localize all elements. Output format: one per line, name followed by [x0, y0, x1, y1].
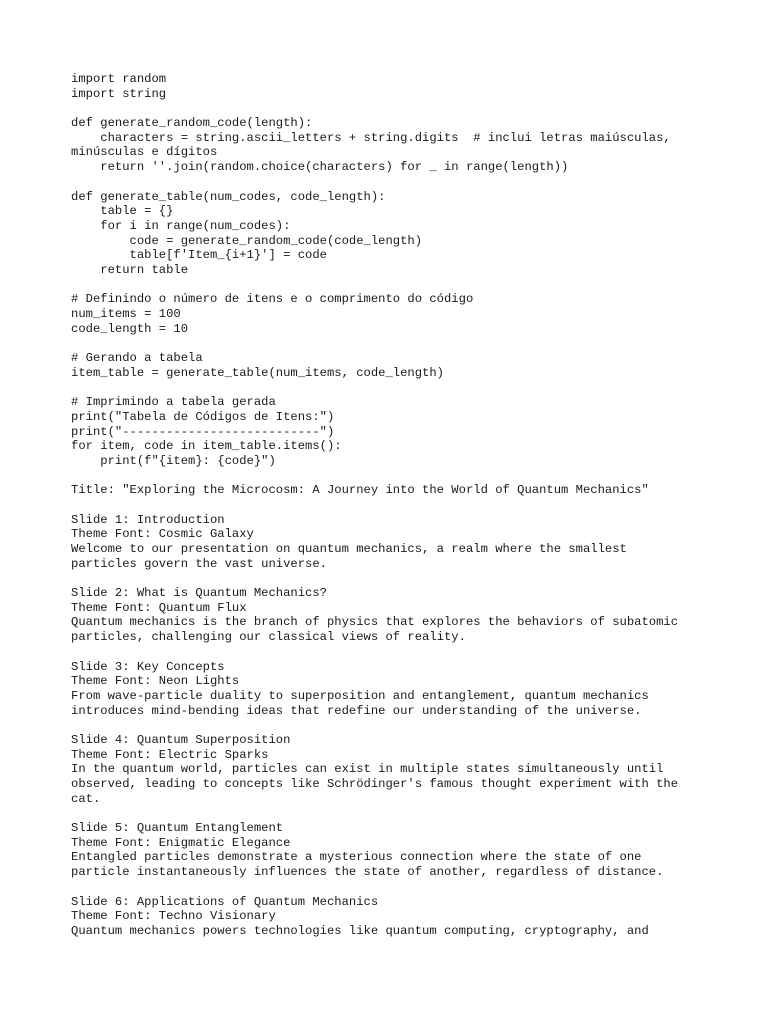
code-line: for i in range(num_codes):: [71, 218, 291, 233]
document-page: [71, 72, 711, 939]
code-function-generate-table: [71, 190, 711, 278]
code-line: # Gerando a tabela: [71, 351, 203, 366]
code-line: # Definindo o número de itens e o comprimento do código: [71, 292, 474, 307]
blank-line: [71, 718, 711, 733]
code-line: table[f'Item_{i+1}'] = code: [71, 248, 327, 263]
blank-line: [71, 469, 711, 484]
blank-line: [71, 101, 711, 116]
code-line: import string: [71, 86, 167, 101]
slide-6: [71, 895, 711, 939]
slide-body-line: particles, challenging our classical views of reality.: [71, 630, 466, 645]
slide-body-line: particles govern the vast universe.: [71, 556, 327, 571]
code-line: code = generate_random_code(code_length): [71, 233, 423, 248]
slide-body-line: In the quantum world, particles can exist in multiple states simultaneously until: [71, 762, 664, 777]
slide-theme-font: Theme Font: Techno Visionary: [71, 909, 276, 924]
code-line: code_length = 10: [71, 321, 189, 336]
code-line: print("Tabela de Códigos de Itens:"): [71, 409, 335, 424]
code-line: import random: [71, 72, 167, 86]
slide-body-line: cat.: [71, 791, 101, 806]
slide-body-line: Entangled particles demonstrate a mysterious connection where the state of one: [71, 850, 642, 865]
slide-theme-font: Theme Font: Neon Lights: [71, 674, 240, 689]
slide-heading: Slide 1: Introduction: [71, 512, 225, 527]
slide-body-line: particle instantaneously influences the state of another, regardless of distance.: [71, 865, 664, 880]
slide-body-line: Quantum mechanics is the branch of physics that explores the behaviors of subatomic: [71, 615, 679, 630]
code-print: [71, 395, 711, 468]
code-imports: [71, 72, 711, 101]
blank-line: [71, 806, 711, 821]
slide-theme-font: Theme Font: Enigmatic Elegance: [71, 835, 291, 850]
code-generate: [71, 351, 711, 380]
code-line: minúsculas e dígitos: [71, 145, 218, 160]
slide-theme-font: Theme Font: Electric Sparks: [71, 747, 269, 762]
code-line: def generate_random_code(length):: [71, 116, 313, 131]
blank-line: [71, 880, 711, 895]
blank-line: [71, 645, 711, 660]
slide-1: [71, 513, 711, 572]
blank-line: [71, 175, 711, 190]
slide-body-line: Quantum mechanics powers technologies like quantum computing, cryptography, and: [71, 923, 649, 938]
code-line: print("---------------------------"): [71, 424, 335, 439]
blank-line: [71, 571, 711, 586]
code-line: item_table = generate_table(num_items, code_length): [71, 365, 444, 380]
slide-theme-font: Theme Font: Cosmic Galaxy: [71, 527, 254, 542]
blank-line: [71, 498, 711, 513]
slide-4: [71, 733, 711, 806]
code-config: [71, 292, 711, 336]
presentation-title: Title: "Exploring the Microcosm: A Journey into the World of Quantum Mechanics": [71, 483, 649, 498]
code-line: num_items = 100: [71, 307, 181, 321]
slide-heading: Slide 6: Applications of Quantum Mechanics: [71, 894, 379, 909]
slide-heading: Slide 5: Quantum Entanglement: [71, 821, 284, 836]
code-line: table = {}: [71, 204, 174, 219]
slide-body-line: From wave-particle duality to superposition and entanglement, quantum mechanics: [71, 688, 649, 703]
code-line: return table: [71, 262, 189, 277]
slide-body-line: observed, leading to concepts like Schrödinger's famous thought experiment with the: [71, 777, 679, 791]
code-line: characters = string.ascii_letters + string.digits # inclui letras maiúsculas,: [71, 130, 671, 145]
slide-theme-font: Theme Font: Quantum Flux: [71, 600, 247, 615]
code-line: return ''.join(random.choice(characters) for _ in range(length)): [71, 160, 569, 175]
slide-5: [71, 821, 711, 880]
slide-heading: Slide 4: Quantum Superposition: [71, 732, 291, 747]
blank-line: [71, 278, 711, 293]
code-line: for item, code in item_table.items():: [71, 439, 342, 454]
code-line: def generate_table(num_codes, code_length):: [71, 189, 386, 204]
slide-body-line: Welcome to our presentation on quantum mechanics, a realm where the smallest: [71, 542, 627, 556]
slide-body-line: introduces mind-bending ideas that redefine our understanding of the universe.: [71, 703, 642, 718]
slide-3: [71, 660, 711, 719]
slide-heading: Slide 2: What is Quantum Mechanics?: [71, 586, 327, 601]
blank-line: [71, 380, 711, 395]
slide-2: [71, 586, 711, 645]
code-function-generate-random-code: [71, 116, 711, 175]
blank-line: [71, 336, 711, 351]
slide-heading: Slide 3: Key Concepts: [71, 659, 225, 674]
code-line: print(f"{item}: {code}"): [71, 453, 276, 468]
code-line: # Imprimindo a tabela gerada: [71, 395, 276, 410]
